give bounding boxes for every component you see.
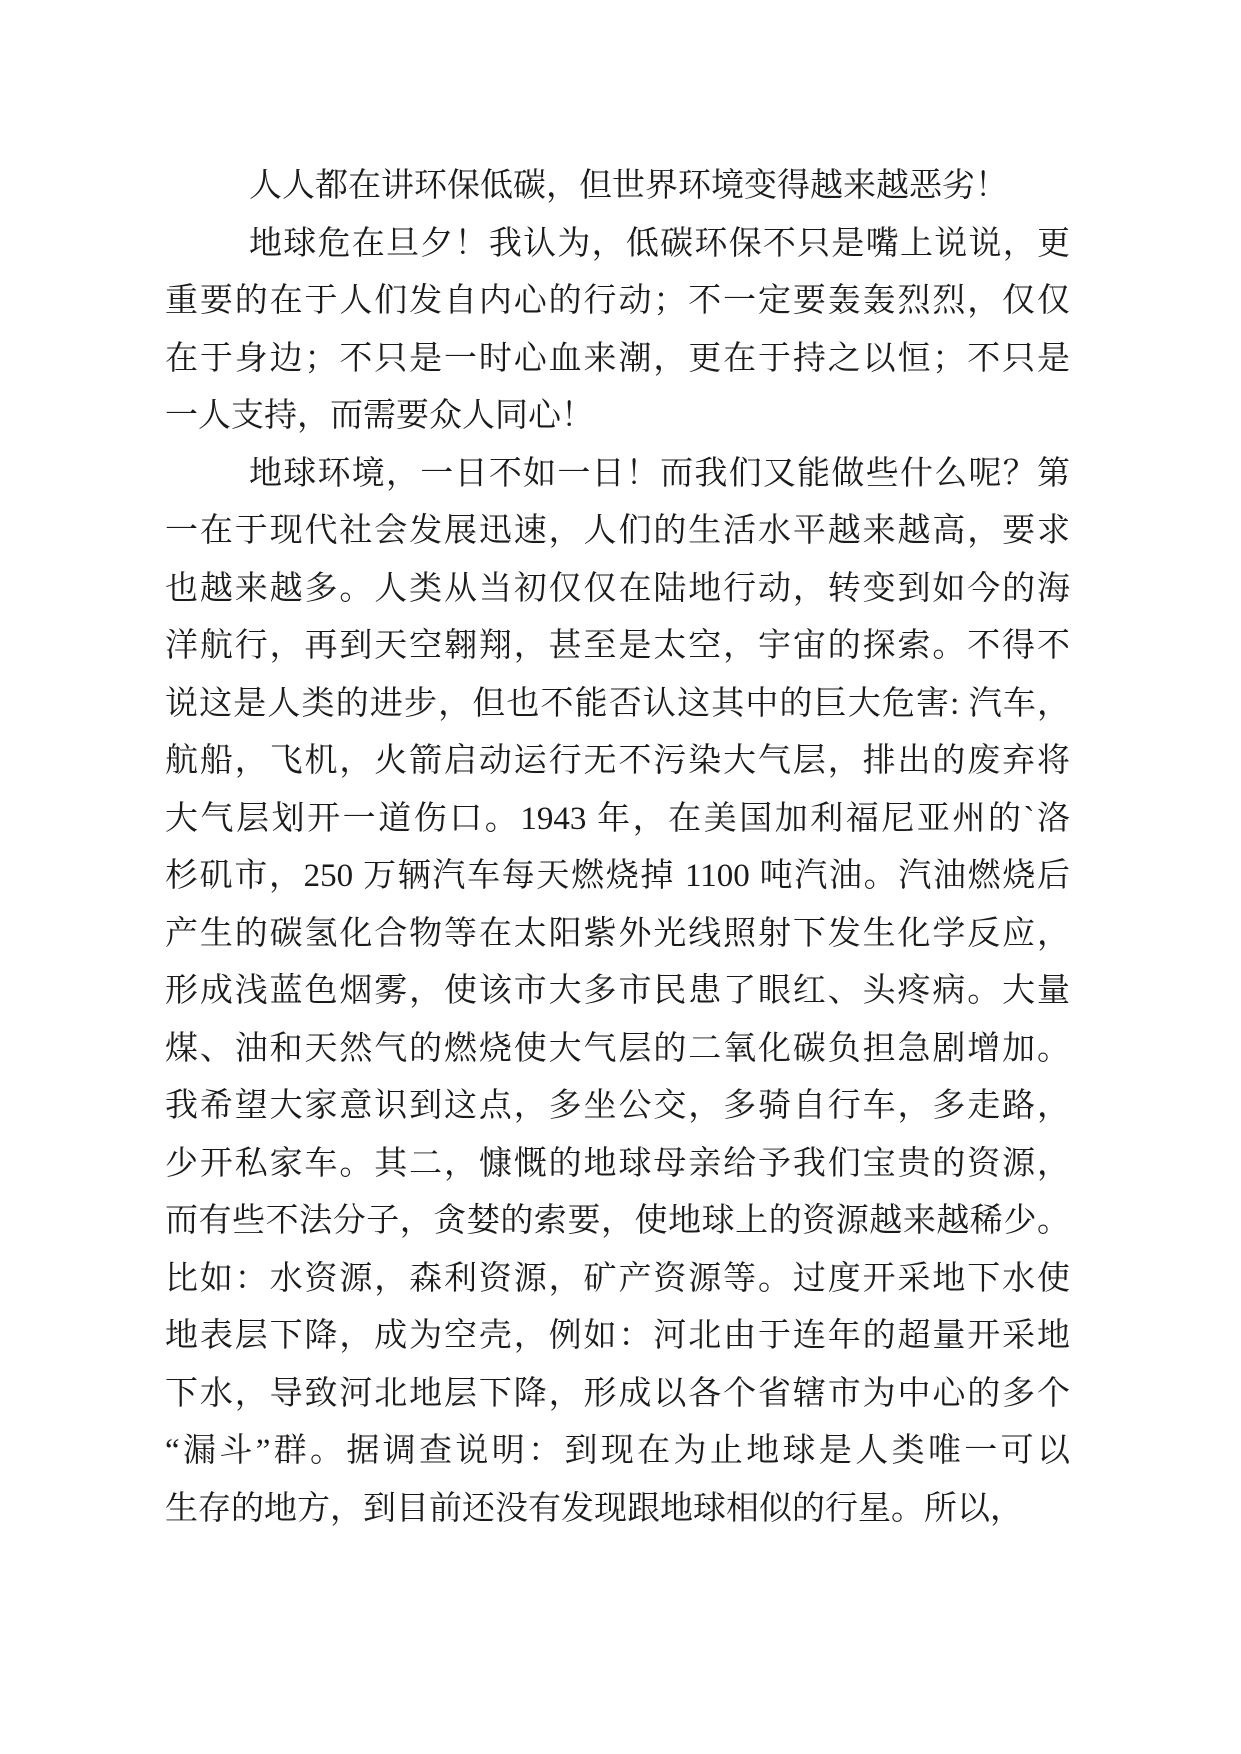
text-line: 煤、油和天然气的燃烧使大气层的二氧化碳负担急剧增加。 (165, 1030, 1070, 1067)
text-line: 一人支持，而需要众人同心！ (165, 398, 594, 434)
text-line: 地球环境，一日不如一日！而我们又能做些什么呢？第 (249, 455, 1070, 492)
text-line: 产生的碳氢化合物等在太阳紫外光线照射下发生化学反应， (165, 915, 1070, 952)
text-line: 形成浅蓝色烟雾，使该市大多市民患了眼红、头疼病。大量 (165, 973, 1070, 1009)
text-line: 航船，飞机，火箭启动运行无不污染大气层，排出的废弃将 (165, 743, 1070, 779)
text-line: 重要的在于人们发自内心的行动；不一定要轰轰烈烈，仅仅 (165, 283, 1070, 319)
text-line: 我希望大家意识到这点，多坐公交，多骑自行车，多走路， (165, 1088, 1070, 1124)
text-line: 杉矶市，250 万辆汽车每天燃烧掉 1100 吨汽油。汽油燃烧后 (165, 858, 1070, 894)
text-line: 在于身边；不只是一时心血来潮，更在于持之以恒；不只是 (165, 340, 1070, 377)
text-line: 也越来越多。人类从当初仅仅在陆地行动，转变到如今的海 (165, 570, 1070, 607)
text-line: 生存的地方，到目前还没有发现跟地球相似的行星。所以， (165, 1490, 1023, 1527)
text-line: “漏斗”群。据调查说明：到现在为止地球是人类唯一可以 (165, 1433, 1070, 1469)
text-line: 说这是人类的进步，但也不能否认这其中的巨大危害: 汽车， (165, 685, 1070, 722)
text-line: 洋航行，再到天空翱翔，甚至是太空，宇宙的探索。不得不 (165, 628, 1070, 664)
text-line: 而有些不法分子，贪婪的索要，使地球上的资源越来越稀少。 (165, 1203, 1070, 1239)
text-line: 比如：水资源，森利资源，矿产资源等。过度开采地下水使 (165, 1260, 1070, 1297)
text-line: 地球危在旦夕！我认为，低碳环保不只是嘴上说说，更 (249, 225, 1070, 262)
text-line: 少开私家车。其二，慷慨的地球母亲给予我们宝贵的资源， (165, 1145, 1070, 1182)
document-text-block (165, 158, 1070, 1538)
text-line: 人人都在讲环保低碳，但世界环境变得越来越恶劣！ (249, 168, 1008, 204)
text-line: 一在于现代社会发展迅速，人们的生活水平越来越高，要求 (165, 513, 1070, 549)
text-line: 大气层划开一道伤口。1943 年，在美国加利福尼亚州的`洛 (165, 800, 1070, 837)
text-line: 地表层下降，成为空壳，例如：河北由于连年的超量开采地 (165, 1318, 1070, 1354)
text-line: 下水，导致河北地层下降，形成以各个省辖市为中心的多个 (165, 1375, 1070, 1412)
